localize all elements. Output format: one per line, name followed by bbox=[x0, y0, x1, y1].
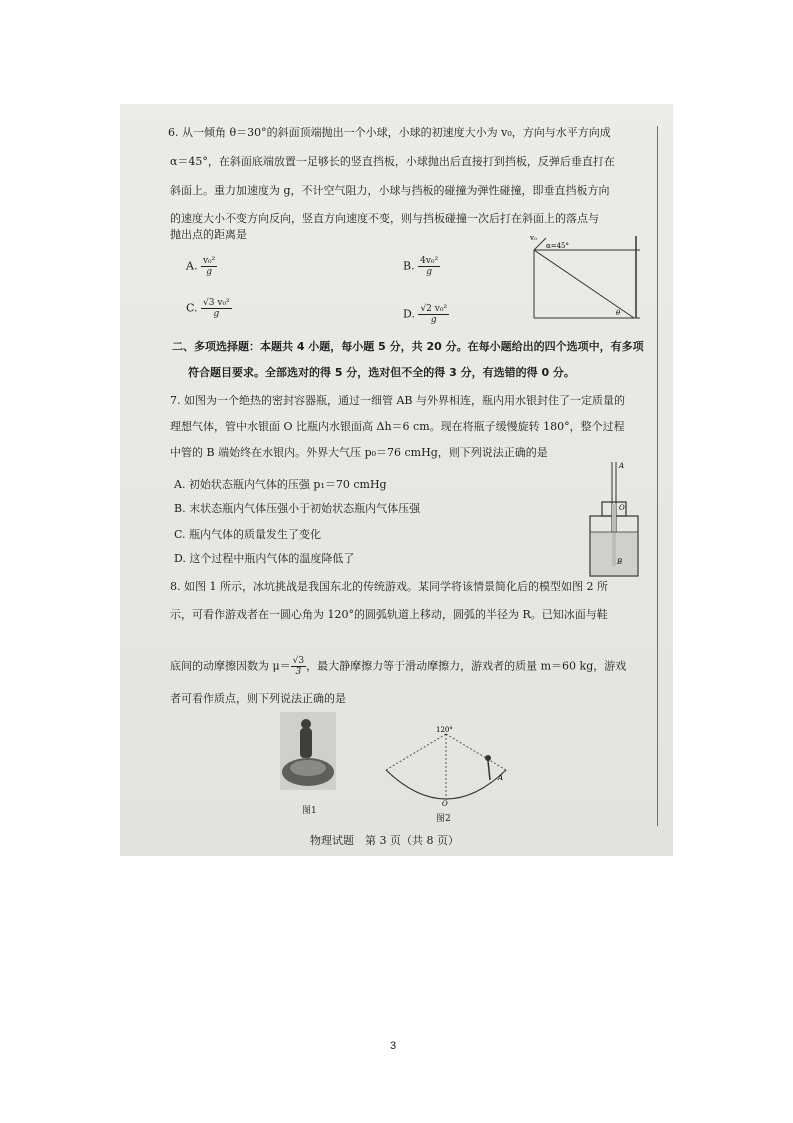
q6-line-1: 6. 从一倾角 θ＝30°的斜面顶端抛出一个小球，小球的初速度大小为 v₀，方向与水平方向成 bbox=[168, 126, 611, 139]
q6-option-c: C. $\frac{\text{√3 v₀²}}{g}$ bbox=[186, 298, 230, 319]
q8-fig2-label-o: O bbox=[442, 800, 448, 806]
q6-option-d: D. $\frac{\text{√2 v₀²}}{g}$ bbox=[403, 304, 448, 325]
q8-figure1-caption: 图1 bbox=[302, 806, 317, 816]
q8-fig2-label-a: A bbox=[498, 774, 504, 782]
section2-line-2: 符合题目要求。全部选对的得 5 分，选对但不全的得 3 分，有选错的得 0 分。 bbox=[188, 366, 575, 379]
q7-fig-label-b: B bbox=[617, 558, 623, 566]
section2-line-1: 二、多项选择题：本题共 4 小题，每小题 5 分，共 20 分。在每小题给出的四个选项中，有多项 bbox=[172, 340, 644, 353]
q6-option-b: B. $\frac{\text{4v₀²}}{g}$ bbox=[403, 256, 439, 277]
q8-figure2-caption: 图2 bbox=[436, 814, 451, 824]
q6-incline-figure bbox=[528, 232, 646, 326]
q8-figure2-arc bbox=[380, 724, 536, 806]
page-number: 3 bbox=[390, 1040, 397, 1052]
scanned-page-photo bbox=[120, 104, 673, 856]
q6-line-2: α＝45°，在斜面底端放置一足够长的竖直挡板，小球抛出后直接打到挡板，反弹后垂直打在 bbox=[170, 155, 615, 168]
q7-bottle-figure bbox=[588, 458, 644, 580]
q7-line-2: 理想气体，管中水银面 O 比瓶内水银面高 Δh＝6 cm。现在将瓶子缓慢旋转 180°，整个过程 bbox=[170, 420, 625, 433]
q8-line-2: 示，可看作游戏者在一圆心角为 120°的圆弧轨道上移动，圆弧的半径为 R。已知冰面与鞋 bbox=[170, 608, 608, 621]
q7-fig-label-a: A bbox=[619, 462, 625, 470]
q8-line-3: 底间的动摩擦因数为 μ＝ $\frac{√3}{3}$ ，最大静摩擦力等于滑动摩擦力，游戏者的质量 m＝60 kg，游戏 bbox=[170, 656, 627, 677]
q7-option-a: A. 初始状态瓶内气体的压强 p₁＝70 cmHg bbox=[174, 478, 387, 491]
q7-option-b: B. 末状态瓶内气体压强小于初始状态瓶内气体压强 bbox=[174, 502, 421, 515]
page-footer: 物理试题 第 3 页（共 8 页） bbox=[310, 834, 459, 847]
q7-line-3: 中管的 B 端始终在水银内。外界大气压 p₀＝76 cmHg，则下列说法正确的是 bbox=[170, 446, 548, 459]
q7-option-c: C. 瓶内气体的质量发生了变化 bbox=[174, 528, 322, 541]
q6-line-4: 的速度大小不变方向反向，竖直方向速度不变，则与挡板碰撞一次后打在斜面上的落点与 bbox=[170, 212, 599, 225]
q7-option-d: D. 这个过程中瓶内气体的温度降低了 bbox=[174, 552, 355, 565]
q6-option-a: A. $\frac{\text{v₀²}}{g}$ bbox=[186, 256, 216, 277]
q6-line-3: 斜面上。重力加速度为 g，不计空气阻力，小球与挡板的碰撞为弹性碰撞，即垂直挡板方向 bbox=[170, 184, 610, 197]
page-right-border bbox=[657, 126, 658, 826]
q8-line-1: 8. 如图 1 所示，冰坑挑战是我国东北的传统游戏。某同学将该情景简化后的模型如图 2 所 bbox=[170, 580, 608, 593]
q6-fig-alpha-label: α=45° bbox=[546, 242, 569, 250]
q6-fig-theta-label: θ bbox=[616, 309, 621, 317]
q6-line-5: 抛出点的距离是 bbox=[170, 228, 247, 241]
q7-line-1: 7. 如图为一个绝热的密封容器瓶，通过一细管 AB 与外界相连，瓶内用水银封住了一定质量的 bbox=[170, 394, 626, 407]
q7-fig-label-o: O bbox=[619, 504, 625, 512]
q6-fig-v-label: v₀ bbox=[530, 234, 537, 242]
q8-line-4: 者可看作质点，则下列说法正确的是 bbox=[170, 692, 346, 705]
q8-fig2-angle-label: 120° bbox=[436, 726, 453, 734]
q8-figure1-photo bbox=[278, 710, 340, 792]
